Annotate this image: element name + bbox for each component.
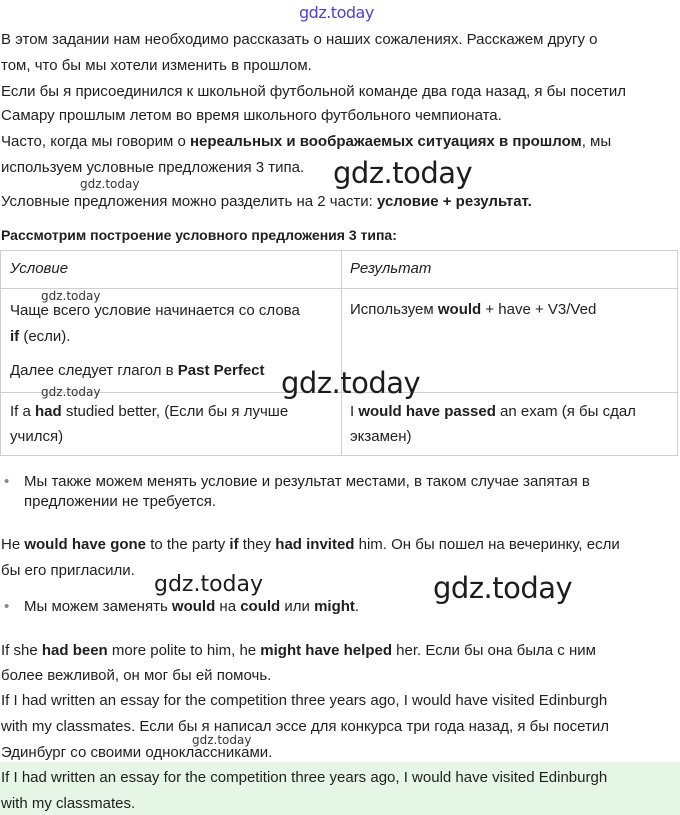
intro-line: Если бы я присоединился к школьной футбольной команде два года назад, я бы посетил [1,83,626,100]
conditional-table [0,250,678,456]
watermark: gdz.today [433,571,573,605]
example-line: бы его пригласили. [1,562,135,579]
answer-line: with my classmates. Если бы я написал эссе для конкурса три года назад, я бы посетил [1,718,610,735]
bullet-text-line: Мы можем заменять would на could или might. [24,598,360,615]
row2-result-line: I would have passed an exam (я бы сдал [350,403,636,420]
watermark-small: gdz.today [41,289,101,303]
bullet-text-line: Мы также можем менять условие и результат местами, в таком случае запятая в [24,473,590,490]
intro-line: В этом задании нам необходимо рассказать о наших сожалениях. Расскажем другу о [1,31,598,48]
watermark-small: gdz.today [41,385,101,399]
watermark-top: gdz.today [299,3,374,22]
answer-line: If I had written an essay for the competition three years ago, I would have visited Edinburgh [1,692,608,709]
row1-condition-line: if (если). [10,328,71,345]
intro-line: Часто, когда мы говорим о нереальных и воображаемых ситуациях в прошлом, мы [1,133,612,150]
highlight-line: with my classmates. [1,795,136,812]
watermark: gdz.today [333,156,473,190]
bullet-text-line: предложении не требуется. [24,493,217,510]
watermark-small: gdz.today [80,177,140,191]
watermark: gdz.today [154,572,264,597]
answer-line: Эдинбург со своими одноклассниками. [1,744,273,761]
bullet-dot: • [4,598,10,615]
example-line: If she had been more polite to him, he might have helped her. Если бы она была с ним [1,642,596,659]
intro-line: Условные предложения можно разделить на 2 части: условие + результат. [1,193,532,210]
example-line: более вежливой, он мог бы ей помочь. [1,667,272,684]
intro-line: Самару прошлым летом во время школьного футбольного чемпионата. [1,107,502,124]
row1-result: Используем would + have + V3/Ved [350,301,597,318]
row1-condition-line: Далее следует глагол в Past Perfect [10,362,265,379]
header-condition: Условие [10,260,69,277]
bullet-dot: • [4,473,10,490]
watermark-small: gdz.today [192,733,252,747]
row2-condition-line: If a had studied better, (Если бы я лучше [10,403,289,420]
intro-line: том, что бы мы хотели изменить в прошлом. [1,57,312,74]
table-title: Рассмотрим построение условного предложения 3 типа: [1,227,397,243]
row1-condition-line: Чаще всего условие начинается со слова [10,302,300,319]
watermark: gdz.today [281,366,421,400]
header-result: Результат [350,260,432,277]
row2-result-line: экзамен) [350,428,412,445]
row2-condition-line: учился) [10,428,64,445]
highlight-line: If I had written an essay for the competition three years ago, I would have visited Edinburgh [1,769,608,786]
intro-line: используем условные предложения 3 типа. [1,159,305,176]
example-line: He would have gone to the party if they had invited him. Он бы пошел на вечеринку, если [1,536,620,553]
